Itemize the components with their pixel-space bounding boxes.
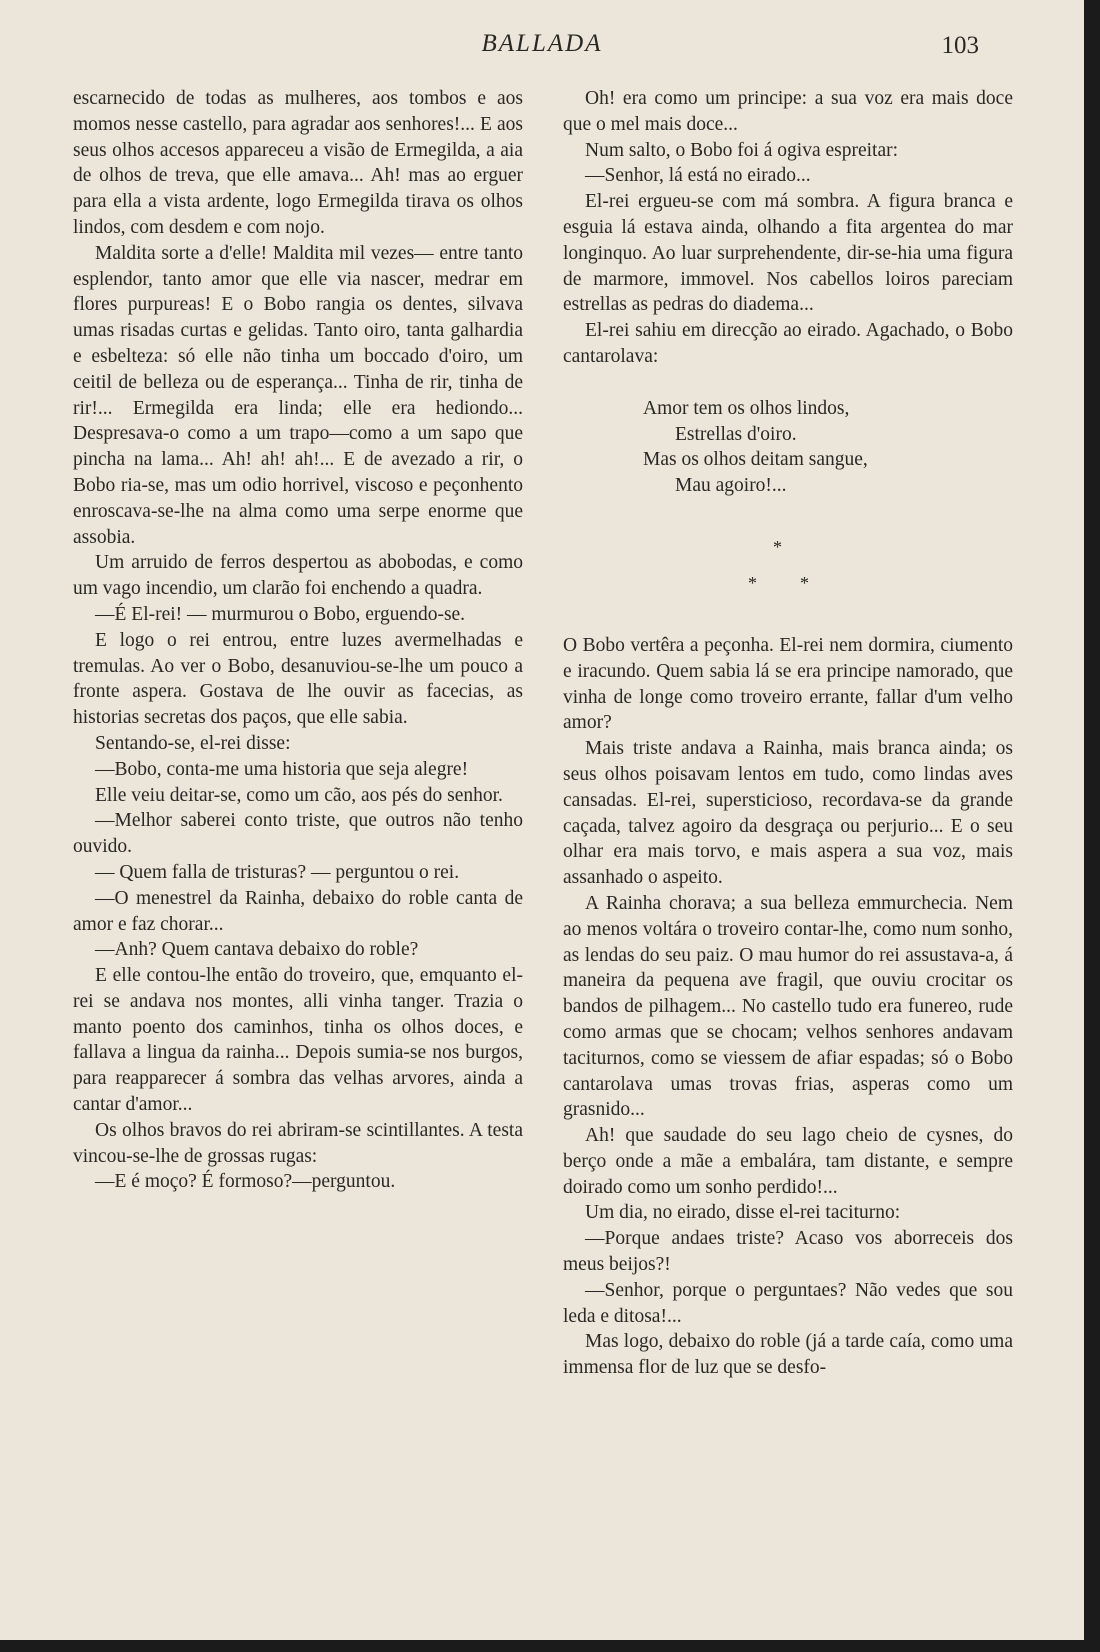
left-column bbox=[73, 86, 523, 1195]
asterisk: * bbox=[773, 536, 782, 557]
paragraph: Num salto, o Bobo foi á ogiva espreitar: bbox=[585, 139, 899, 161]
asterisk: * bbox=[800, 572, 809, 593]
paragraph: Os olhos bravos do rei abriram-se scintillantes. A testa vincou-se-lhe de grossas rugas: bbox=[73, 1119, 523, 1167]
paragraph: Mais triste andava a Rainha, mais branca ainda; os seus olhos poisavam lentos em tudo, como lindas aves cansadas. El-rei, supersticioso, recordava-se da grande caçada, talvez agoiro da desgraça ou perjurio... E o seu olhar era mais torvo, e mais aspera a sua voz, mais assanhado o aspeito. bbox=[563, 738, 1013, 889]
paragraph: —É El-rei! — murmurou o Bobo, erguendo-se. bbox=[95, 603, 466, 625]
page-edge-shadow bbox=[1084, 0, 1100, 1652]
paragraph: Elle veiu deitar-se, como um cão, aos pés do senhor. bbox=[95, 784, 503, 806]
paragraph: escarnecido de todas as mulheres, aos tombos e aos momos nesse castello, para agradar aos senhores!... E aos seus olhos accesos appareceu a visão de Ermegilda, a aia de olhos de treva, que elle amava... Ah! mas ao erguer para ella a vista ardente, logo Ermegilda tirava os olhos lindos, com desdem e com nojo. bbox=[73, 88, 523, 238]
paragraph: El-rei ergueu-se com má sombra. A figura branca e esguia lá estava ainda, olhando a fita argentea do mar longinquo. Ao luar surprehendente, dir-se-hia uma figura de marmore, immovel. Nos cabellos loiros pareciam estrellas as pedras do diadema... bbox=[563, 191, 1013, 316]
verse-line: Mau agoiro!... bbox=[675, 475, 787, 497]
paragraph: —O menestrel da Rainha, debaixo do roble canta de amor e faz chorar... bbox=[73, 887, 523, 935]
paragraph: Maldita sorte a d'elle! Maldita mil vezes— entre tanto esplendor, tanto amor que elle via nascer, medrar em flores purpureas! E o Bobo rangia os dentes, silvava umas risadas curtas e gelidas. Tanto oiro, tanta galhardia e esbelteza: só elle não tinha um boccado d'oiro, um ceitil de belleza ou de esperança... Tinha de rir, tinha de rir!... Ermegilda era linda; elle era hediondo... Despresava-o como a um trapo—como a um sapo que pincha na lama... Ah! ah! ah!... E de avezado a rir, o Bobo ria-se, mas um odio horrivel, viscoso e peçonhento enroscava-se-lhe na alma como uma serpe enorme que assobia. bbox=[73, 242, 523, 548]
paragraph: —Bobo, conta-me uma historia que seja alegre! bbox=[95, 758, 469, 780]
paragraph: Sentando-se, el-rei disse: bbox=[95, 732, 291, 754]
paragraph: Um arruido de ferros despertou as abobodas, e como um vago incendio, um clarão foi enchendo a quadra. bbox=[73, 552, 523, 600]
paragraph: —Melhor saberei conto triste, que outros não tenho ouvido. bbox=[73, 810, 523, 858]
paragraph: Mas logo, debaixo do roble (já a tarde caía, como uma immensa flor de luz que se desfo- bbox=[563, 1331, 1013, 1379]
paragraph: E logo o rei entrou, entre luzes avermelhadas e tremulas. Ao ver o Bobo, desanuviou-se-lhe um pouco a fronte aspera. Gostava de lhe ouvir as facecias, as historias secretas dos paços, que elle sabia. bbox=[73, 629, 523, 729]
verse-line: Estrellas d'oiro. bbox=[675, 423, 797, 445]
paragraph: O Bobo vertêra a peçonha. El-rei nem dormira, ciumento e iracundo. Quem sabia lá se era principe namorado, que vinha de longe como troveiro errante, fallar d'um velho amor? bbox=[563, 634, 1013, 734]
paragraph: E elle contou-lhe então do troveiro, que, emquanto el-rei se andava nos montes, alli vinha tanger. Trazia o manto poento dos caminhos, tinha os olhos doces, e fallava a lingua da rainha... Depois sumia-se nos burgos, para reapparecer á sombra das velhas arvores, ainda a cantar d'amor... bbox=[73, 965, 523, 1116]
asterisk: * bbox=[748, 572, 757, 593]
verse-block bbox=[643, 396, 1013, 499]
verse-line: Mas os olhos deitam sangue, bbox=[643, 449, 868, 471]
verse-line: Amor tem os olhos lindos, bbox=[643, 397, 850, 419]
right-column bbox=[563, 86, 1013, 1381]
paragraph: Oh! era como um principe: a sua voz era mais doce que o mel mais doce... bbox=[563, 88, 1013, 135]
paragraph: Um dia, no eirado, disse el-rei taciturno: bbox=[585, 1202, 901, 1224]
paragraph: —Senhor, lá está no eirado... bbox=[585, 165, 811, 187]
paragraph: —Porque andaes triste? Acaso vos aborreceis dos meus beijos?! bbox=[563, 1228, 1013, 1276]
running-title: BALLADA bbox=[481, 30, 603, 57]
asterism-divider bbox=[563, 525, 1013, 621]
paragraph: —E é moço? É formoso?—perguntou. bbox=[95, 1171, 396, 1193]
paragraph: — Quem falla de tristuras? — perguntou o rei. bbox=[95, 861, 460, 883]
page-bottom-shadow bbox=[0, 1640, 1100, 1652]
paragraph: A Rainha chorava; a sua belleza emmurchecia. Nem ao menos voltára o troveiro contar-lhe, como num sonho, as lendas do seu paiz. O mau humor do rei assustava-a, á maneira da pequena ave fragil, que ouviu crocitar os bandos de pilhagem... No castello tudo era funereo, rude como armas que se chocam; velhos senhores andavam taciturnos, como se viessem de afiar espadas; só o Bobo cantarolava umas trovas frias, asperas como um grasnido... bbox=[563, 892, 1013, 1121]
paragraph: Ah! que saudade do seu lago cheio de cysnes, do berço onde a mãe a embalára, tam distante, e sempre doirado como um sonho perdido!... bbox=[563, 1125, 1013, 1198]
page-number: 103 bbox=[941, 32, 979, 59]
paragraph: —Anh? Quem cantava debaixo do roble? bbox=[95, 939, 419, 961]
paragraph: El-rei sahiu em direcção ao eirado. Agachado, o Bobo cantarolava: bbox=[563, 320, 1013, 367]
paragraph: —Senhor, porque o perguntaes? Não vedes que sou leda e ditosa!... bbox=[563, 1279, 1013, 1327]
